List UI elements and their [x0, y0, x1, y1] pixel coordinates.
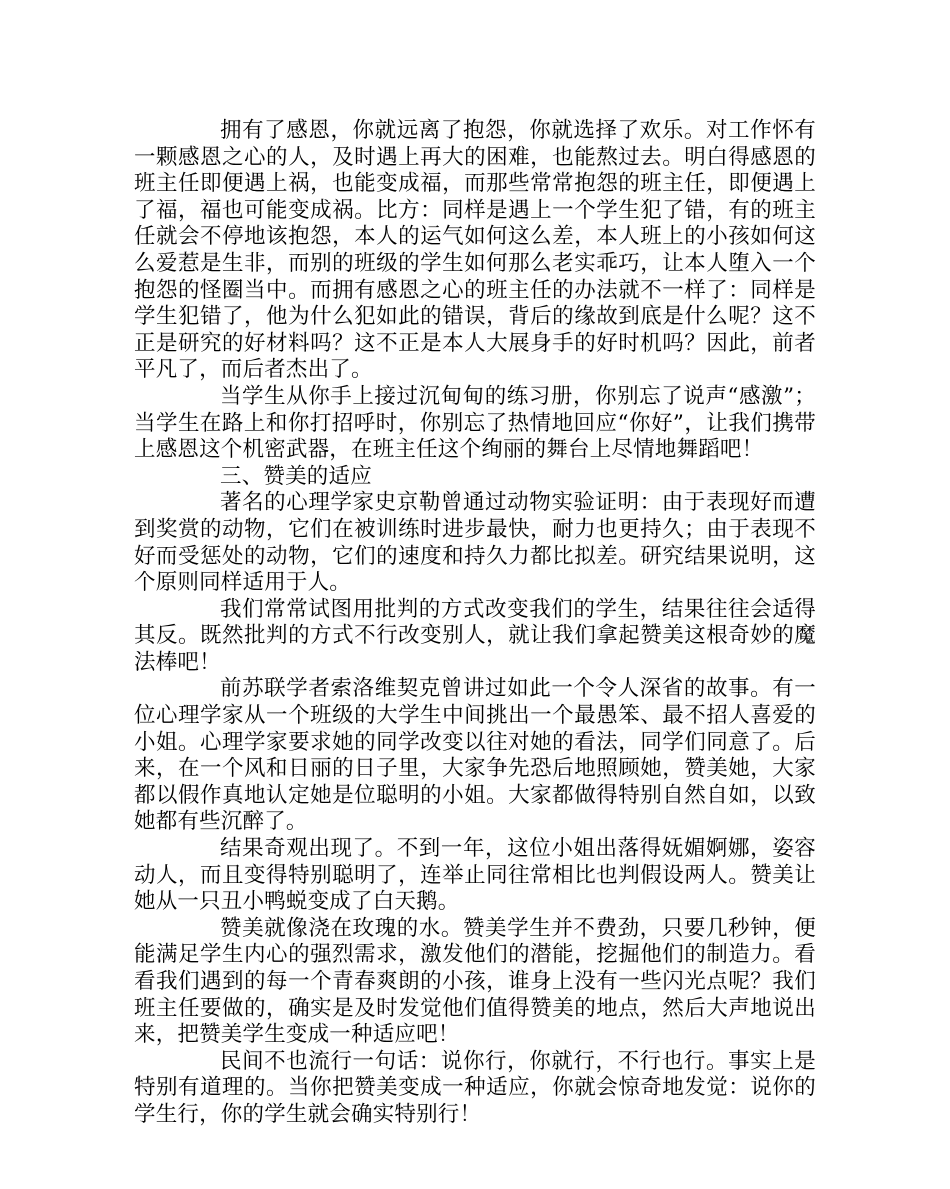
paragraph-folk-saying: 民间不也流行一句话：说你行，你就行，不行也行。事实上是特别有道理的。当你把赞美变成一种适应，你就会惊奇地发觉：说你的学生行，你的学生就会确实特别行！	[134, 1048, 816, 1127]
paragraph-thanks-students: 当学生从你手上接过沉甸甸的练习册，你别忘了说声“感激”；当学生在路上和你打招呼时，你别忘了热情地回应“你好”，让我们携带上感恩这个机密武器，在班主任这个绚丽的舞台上尽情地舞蹈吧！	[134, 383, 816, 463]
paragraph-criticism: 我们常常试图用批判的方式改变我们的学生，结果往往会适得其反。既然批判的方式不行改变别人，就让我们拿起赞美这根奇妙的魔法棒吧！	[134, 596, 816, 675]
paragraph-skinner-experiment: 著名的心理学家史京勒曾通过动物实验证明：由于表现好而遭到奖赏的动物，它们在被训练时进步最快，耐力也更持久；由于表现不好而受惩处的动物，它们的速度和持久力都比拟差。研究结果说明，这个原则同样适用于人。	[134, 490, 816, 596]
paragraph-praise-water: 赞美就像浇在玫瑰的水。赞美学生并不费劲，只要几秒钟，便能满足学生内心的强烈需求，激发他们的潜能，挖掘他们的制造力。看看我们遇到的每一个青春爽朗的小孩，谁身上没有一些闪光点呢？我们班主任要做的，确实是及时发觉他们值得赞美的地点，然后大声地说出来，把赞美学生变成一种适应吧！	[134, 915, 816, 1048]
document-page	[134, 118, 816, 1129]
section-heading-praise: 三、赞美的适应	[220, 463, 372, 489]
paragraph-gratitude: 拥有了感恩，你就远离了抱怨，你就选择了欢乐。对工作怀有一颗感恩之心的人，及时遇上再大的困难，也能熬过去。明白得感恩的班主任即便遇上祸，也能变成福，而那些常常抱怨的班主任，即便遇上了福，福也可能变成祸。比方：同样是遇上一个学生犯了错，有的班主任就会不停地该抱怨，本人的运气如何这么差，本人班上的小孩如何这么爱惹是生非，而别的班级的学生如何那么老实乖巧，让本人堕入一个抱怨的怪圈当中。而拥有感恩之心的班主任的办法就不一样了：同样是学生犯错了，他为什么犯如此的错误，背后的缘故到底是什么呢？这不正是研究的好材料吗？这不正是本人大展身手的好时机吗？因此，前者平凡了，而后者杰出了。	[134, 118, 816, 383]
paragraph-soviet-story: 前苏联学者索洛维契克曾讲过如此一个令人深省的故事。有一位心理学家从一个班级的大学生中间挑出一个最愚笨、最不招人喜爱的小姐。心理学家要求她的同学改变以往对她的看法，同学们同意了。后来，在一个风和日丽的日子里，大家争先恐后地照顾她，赞美她，大家都以假作真地认定她是位聪明的小姐。大家都做得特别自然自如，以致她都有些沉醉了。	[134, 676, 816, 835]
paragraph-miracle: 结果奇观出现了。不到一年，这位小姐出落得妩媚婀娜，姿容动人，而且变得特别聪明了，连举止同往常相比也判假设两人。赞美让她从一只丑小鸭蜕变成了白天鹅。	[134, 836, 816, 915]
